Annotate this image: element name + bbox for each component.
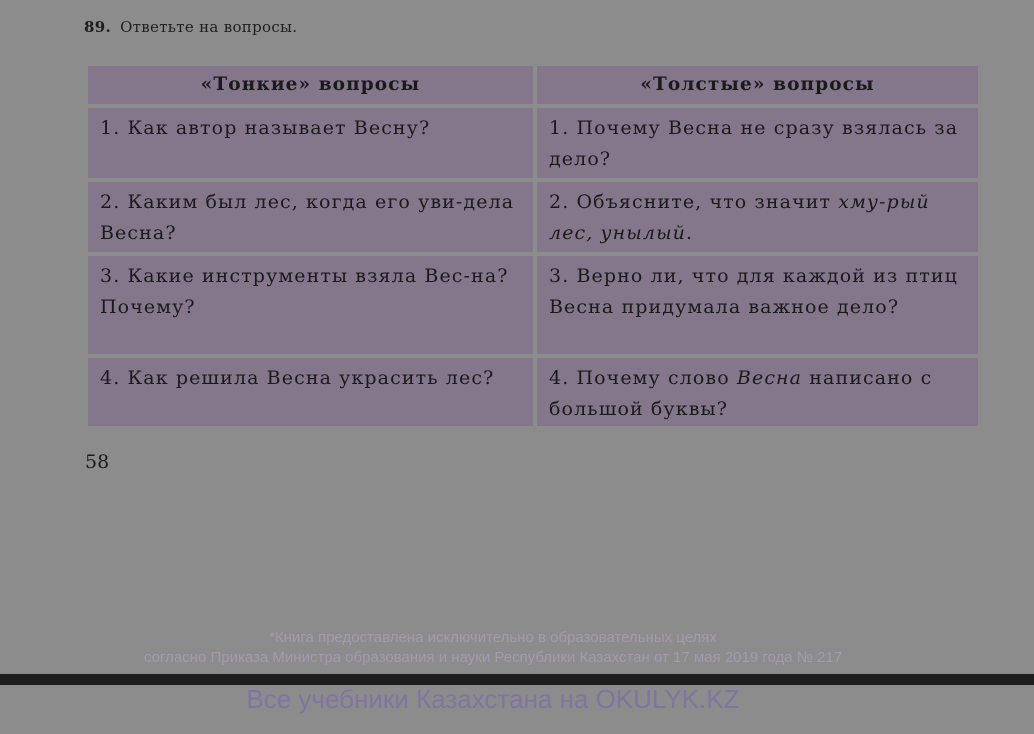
thin-questions-header: «Тонкие» вопросы bbox=[88, 66, 533, 104]
thick-question-2 bbox=[537, 182, 978, 252]
thick-question-2-text: 2. Объясните, что значит bbox=[549, 191, 839, 213]
thick-question-2-end: . bbox=[685, 222, 694, 244]
thick-question-4 bbox=[537, 358, 978, 426]
task-instruction: Ответьте на вопросы. bbox=[120, 18, 298, 36]
thin-question-4: 4. Как решила Весна украсить лес? bbox=[88, 358, 533, 426]
questions-table bbox=[88, 66, 978, 426]
thin-question-1: 1. Как автор называет Весну? bbox=[88, 108, 533, 178]
footnote-line-2: согласно Приказа Министра образования и науки Республики Казахстан от 17 мая 2019 года № 217 bbox=[143, 649, 843, 666]
task-heading bbox=[84, 18, 297, 36]
thick-question-4-end: написано с большой буквы? bbox=[549, 367, 933, 420]
footnote-line-1: *Книга предоставлена исключительно в образовательных целях bbox=[269, 629, 717, 646]
footnote bbox=[0, 628, 986, 668]
thick-question-4-text: 4. Почему слово bbox=[549, 367, 737, 389]
thin-question-3: 3. Какие инструменты взяла Вес-на? Почему? bbox=[88, 256, 533, 354]
thick-question-4-italic: Весна bbox=[736, 367, 803, 389]
thick-question-2-italic: хму-рый лес, унылый bbox=[549, 191, 930, 244]
okulyk-banner: Все учебники Казахстана на OKULYK.KZ bbox=[246, 684, 740, 714]
task-number: 89. bbox=[84, 18, 111, 36]
thick-questions-header: «Толстые» вопросы bbox=[537, 66, 978, 104]
page-number: 58 bbox=[85, 451, 110, 473]
thick-question-3: 3. Верно ли, что для каждой из птиц Весна придумала важное дело? bbox=[537, 256, 978, 354]
thin-question-2: 2. Каким был лес, когда его уви-дела Весна? bbox=[88, 182, 533, 252]
thick-question-1: 1. Почему Весна не сразу взялась за дело? bbox=[537, 108, 978, 178]
